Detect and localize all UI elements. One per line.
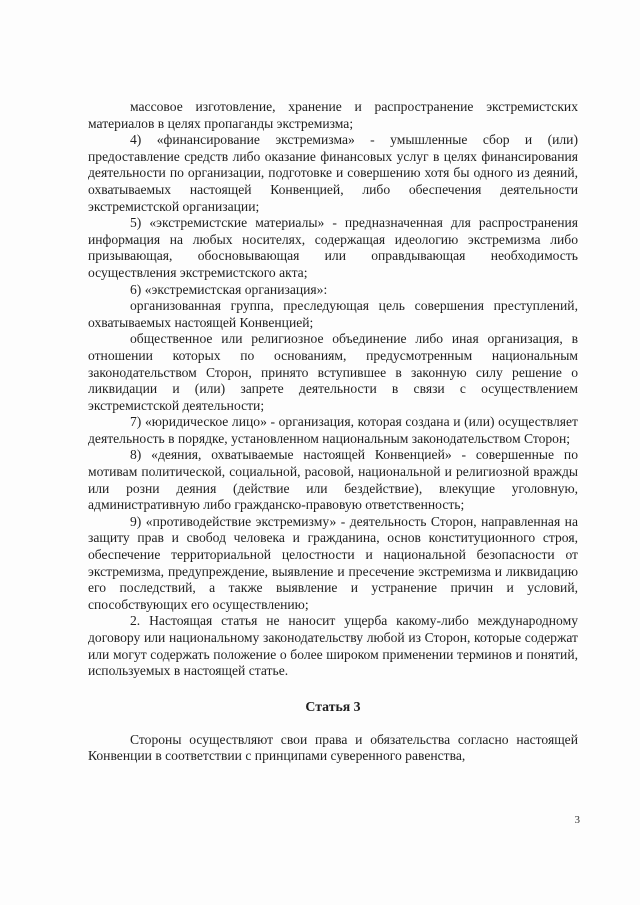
paragraph-mass-production: массовое изготовление, хранение и распространение экстремистских материалов в целях пропаганды экстремизма;: [88, 99, 578, 131]
page-number: 3: [574, 814, 580, 826]
paragraph-clause-2: 2. Настоящая статья не наносит ущерба какому-либо международному договору или национальному законодательству любой из Сторон, которые содержат или могут содержать положение о более широком применении терминов и понятий, используемых в настоящей статье.: [88, 613, 578, 679]
paragraph-organized-group: организованная группа, преследующая цель совершения преступлений, охватываемых настоящей Конвенцией;: [88, 298, 578, 330]
paragraph-definition-financing: 4) «финансирование экстремизма» - умышленные сбор и (или) предоставление средств либо оказание финансовых услуг в целях финансирования деятельности по организации, подготовке и совершению хотя бы одного из деяний, охватываемых настоящей Конвенцией, либо обеспечения деятельности экстремистской организации;: [88, 132, 578, 214]
document-body: [88, 99, 578, 765]
paragraph-definition-organization: 6) «экстремистская организация»:: [130, 281, 328, 297]
paragraph-article-3: Стороны осуществляют свои права и обязательства согласно настоящей Конвенции в соответствии с принципами суверенного равенства,: [88, 731, 578, 764]
paragraph-definition-acts: 8) «деяния, охватываемые настоящей Конвенцией» - совершенные по мотивам политической, социальной, расовой, национальной и религиозной вражды или розни деяния (действие или бездействие), влекущие уголовную, административную либо гражданско-правовую ответственность;: [88, 447, 578, 513]
paragraph-public-association: общественное или религиозное объединение либо иная организация, в отношении которых по основаниям, предусмотренным национальным законодательством Сторон, принято вступившее в законную силу решение о ликвидации и (или) запрете деятельности в связи с осуществлением экстремистской деятельности;: [88, 331, 578, 413]
article-heading: Статья 3: [305, 698, 361, 714]
paragraph-definition-countering: 9) «противодействие экстремизму» - деятельность Сторон, направленная на защиту прав и свобод человека и гражданина, основ конституционного строя, обеспечение территориальной целостности и национальной безопасности от экстремизма, предупреждение, выявление и пресечение экстремизма и ликвидацию его последствий, а также выявление и устранение причин и условий, способствующих его осуществлению;: [88, 513, 578, 612]
paragraph-definition-materials: 5) «экстремистские материалы» - предназначенная для распространения информация на любых носителях, содержащая идеологию экстремизма либо призывающая, обосновывающая или оправдывающая необходимость осуществления экстремистского акта;: [88, 215, 578, 280]
paragraph-definition-legal-entity: 7) «юридическое лицо» - организация, которая создана и (или) осуществляет деятельность в порядке, установленном национальным законодательством Сторон;: [88, 414, 578, 446]
